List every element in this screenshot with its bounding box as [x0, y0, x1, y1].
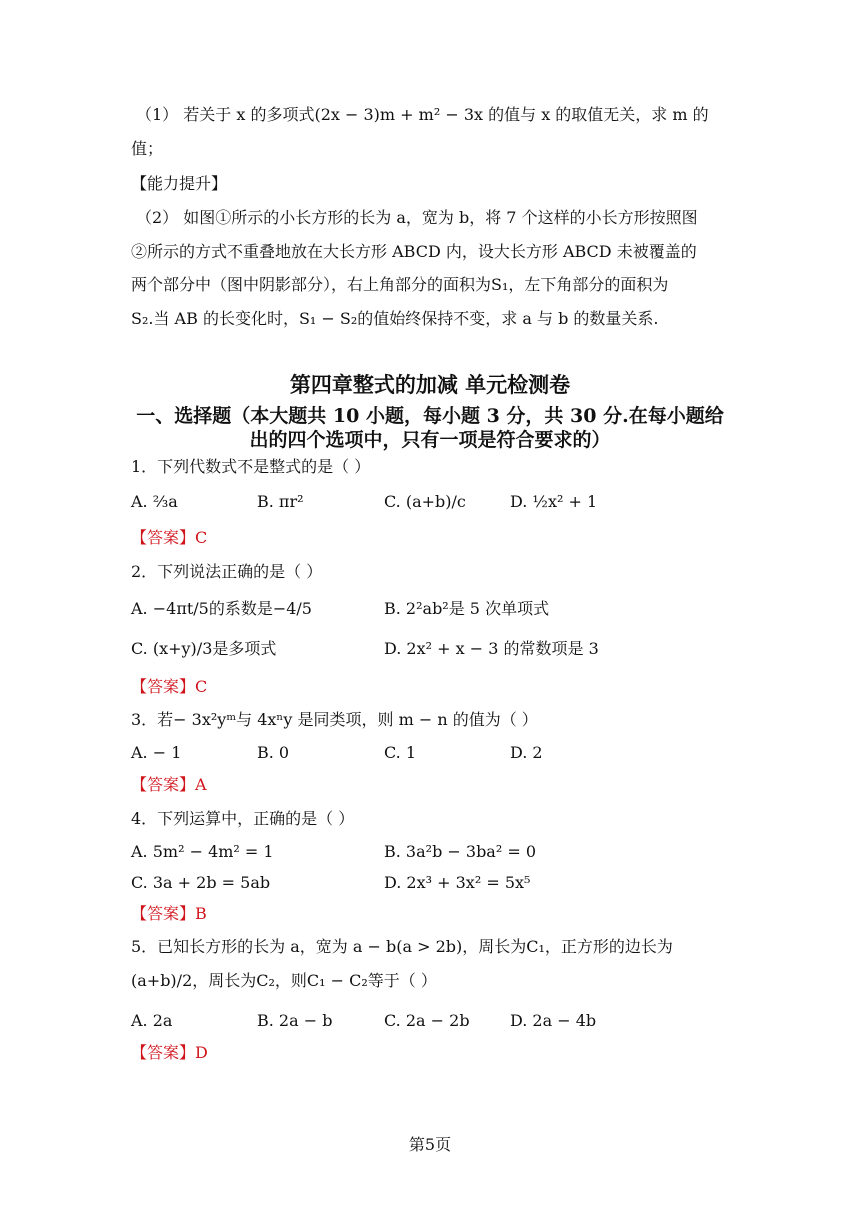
option-a: A. 5m² − 4m² = 1	[131, 842, 274, 861]
q1-line2: 值；	[131, 139, 164, 158]
section-title-line1: 一、选择题（本大题共 10 小题，每小题 3 分，共 30 分.在每小题给	[136, 405, 724, 427]
option-b: B. 0	[257, 743, 290, 762]
question-5-stem: 5．已知长方形的长为 a，宽为 a − b(a > 2b)，周长为C₁，正方形的边长为	[131, 937, 673, 956]
question-5-stem-cont: (a+b)/2，周长为C₂，则C₁ − C₂等于（ ）	[131, 971, 437, 990]
option-b: B. 2²ab²是 5 次单项式	[384, 599, 550, 618]
option-c: C. (x+y)/3是多项式	[131, 639, 277, 658]
option-d: D. 2x³ + 3x² = 5x⁵	[384, 873, 531, 892]
answer-1: 【答案】C	[131, 528, 208, 547]
option-c: C. 1	[384, 743, 417, 762]
q1-line1: （1） 若关于 x 的多项式(2x − 3)m + m² − 3x 的值与 x 的取值无关，求 m 的	[136, 105, 709, 124]
q2-line1: （2） 如图①所示的小长方形的长为 a，宽为 b，将 7 个这样的小长方形按照图	[136, 208, 698, 227]
answer-3: 【答案】A	[131, 775, 207, 794]
q2-line3: 两个部分中（图中阴影部分），右上角部分的面积为S₁，左下角部分的面积为	[131, 275, 669, 294]
q2-line2: ②所示的方式不重叠地放在大长方形 ABCD 内，设大长方形 ABCD 未被覆盖的	[131, 242, 697, 261]
question-4-stem: 4．下列运算中，正确的是（ ）	[131, 809, 355, 828]
section-title-line2: 出的四个选项中，只有一项是符合要求的）	[249, 429, 611, 451]
option-c: C. 2a − 2b	[384, 1011, 470, 1030]
option-d: D. ½x² + 1	[510, 492, 598, 511]
option-d: D. 2a − 4b	[510, 1011, 597, 1030]
q2-line4: S₂.当 AB 的长变化时，S₁ − S₂的值始终保持不变，求 a 与 b 的数量关系.	[131, 309, 659, 328]
option-d: D. 2x² + x − 3 的常数项是 3	[384, 639, 599, 658]
option-b: B. 2a − b	[257, 1011, 333, 1030]
question-1-stem: 1．下列代数式不是整式的是（ ）	[131, 457, 371, 476]
option-c: C. (a+b)/c	[384, 492, 466, 511]
page-number: 第5页	[408, 1135, 452, 1154]
option-a: A. 2a	[131, 1011, 173, 1030]
option-b: B. πr²	[257, 492, 304, 511]
option-d: D. 2	[510, 743, 543, 762]
option-b: B. 3a²b − 3ba² = 0	[384, 842, 537, 861]
option-a: A. ⅔a	[131, 492, 178, 511]
question-2-stem: 2．下列说法正确的是（ ）	[131, 562, 323, 581]
option-c: C. 3a + 2b = 5ab	[131, 873, 271, 892]
chapter-title: 第四章整式的加减 单元检测卷	[289, 372, 571, 397]
answer-5: 【答案】D	[131, 1043, 208, 1062]
question-3-stem: 3．若− 3x²yᵐ与 4xⁿy 是同类项，则 m − n 的值为（ ）	[131, 710, 538, 729]
section-tag: 【能力提升】	[131, 174, 228, 193]
option-a: A. −4πt/5的系数是−4/5	[131, 599, 312, 618]
option-a: A. − 1	[131, 743, 182, 762]
answer-2: 【答案】C	[131, 677, 208, 696]
answer-4: 【答案】B	[131, 904, 207, 923]
